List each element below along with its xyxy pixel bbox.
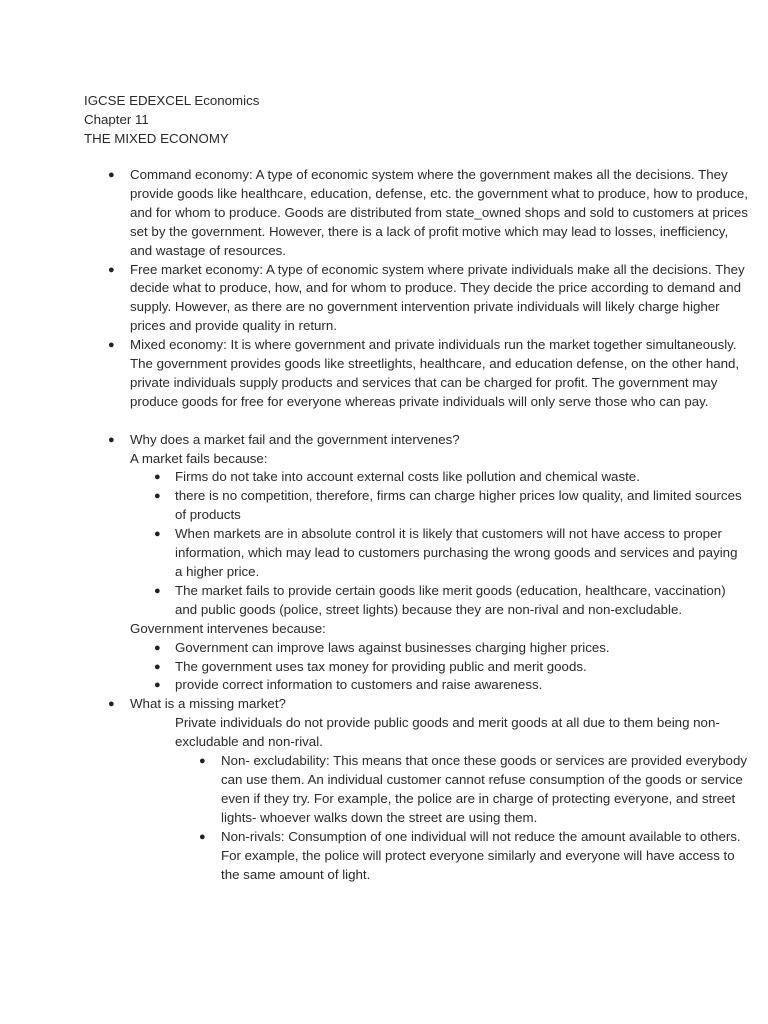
list-item: [130, 525, 748, 582]
list-item-text: Government can improve laws against businesses charging higher prices.: [175, 639, 610, 655]
list-item-text: provide correct information to customers and raise awareness.: [175, 677, 543, 693]
list-item-text: Mixed economy: It is where government and private individuals run the market together simultaneously. The government provides goods like streetlights, healthcare, and education defense, on the other hand, private individuals supply products and services that can be charged for profit. The government may produce goods for free for everyone whereas private individuals will only serve those who can pay.: [130, 337, 740, 409]
bullet-icon: ●: [199, 755, 206, 768]
list-item-text: When markets are in absolute control it is likely that customers will not have access to proper information, which may lead to customers purchasing the wrong goods and services and paying a higher price.: [175, 526, 738, 580]
list-item-text: Non-rivals: Consumption of one individual will not reduce the amount available to others. For example, the police will protect everyone similarly and everyone will have access to the same amount of light.: [221, 828, 741, 882]
list-item-market-failure: [84, 431, 748, 696]
course-title: IGCSE EDEXCEL Economics: [84, 93, 260, 108]
bullet-icon: ●: [154, 641, 161, 654]
bullet-icon: ●: [154, 660, 161, 673]
document-body: [84, 166, 748, 884]
bullet-icon: ●: [108, 263, 115, 276]
bullet-icon: ●: [108, 169, 115, 181]
market-fails-list: [130, 468, 748, 619]
list-item-text: Free market economy: A type of economic system where private individuals make all the decisions. They decide what to produce, how, and for whom to produce. They decide the price according to demand and supply. However, as there are no government intervention private individuals will likely charge higher prices and provide quality in return.: [130, 261, 745, 334]
government-intervenes-list: [130, 639, 748, 696]
missing-market-list: [130, 752, 748, 884]
economy-types-list: [84, 166, 748, 884]
bullet-icon: ●: [108, 339, 115, 352]
list-item: [130, 676, 748, 695]
list-item: [130, 582, 748, 620]
bullet-icon: ●: [154, 490, 161, 503]
document-header: [84, 92, 744, 149]
list-item-text: Non- excludability: This means that once these goods or services are provided everybody can use them. An individual customer cannot refuse consumption of the goods or service even if they try. For example, the police are in charge of protecting everyone, and street lights- whoever walks down the street are using them.: [221, 753, 747, 825]
list-item-non-excludability: [175, 752, 748, 828]
chapter-title: THE MIXED ECONOMY: [84, 130, 229, 146]
list-item: [130, 639, 748, 658]
list-item-text: Firms do not take into account external costs like pollution and chemical waste.: [175, 469, 640, 485]
bullet-icon: ●: [154, 471, 161, 484]
list-item-text: The market fails to provide certain goods like merit goods (education, healthcare, vaccination) and public goods (police, street lights) because they are non-rival and non-excludable.: [175, 582, 726, 617]
list-item-non-rivals: [175, 828, 748, 885]
list-item-text: there is no competition, therefore, firms can charge higher prices low quality, and limited sources of products: [175, 488, 742, 523]
list-item: [130, 487, 748, 525]
chapter-number: Chapter 11: [84, 111, 149, 127]
bullet-icon: ●: [108, 433, 115, 446]
bullet-icon: ●: [108, 698, 115, 711]
missing-market-question: What is a missing market?: [130, 696, 286, 712]
list-item-text: Command economy: A type of economic system where the government makes all the decisions. They provide goods like healthcare, education, defense, etc. the government what to produce, how to produce, and for whom to produce. Goods are distributed from state_owned shops and sold to customers at prices set by the government. However, there is a lack of profit motive which may lead to losses, inefficiency, and wastage of resources.: [130, 167, 748, 258]
list-item-command-economy: [84, 166, 748, 261]
list-item: [130, 468, 748, 487]
list-item-text: The government uses tax money for providing public and merit goods.: [175, 658, 587, 674]
list-item: [130, 658, 748, 677]
list-item-free-market-economy: [84, 261, 748, 337]
market-fails-heading: A market fails because:: [130, 450, 268, 466]
market-failure-question: Why does a market fail and the government intervenes?: [130, 431, 460, 447]
bullet-icon: ●: [154, 584, 161, 597]
bullet-icon: ●: [154, 528, 161, 541]
bullet-icon: ●: [199, 830, 206, 843]
missing-market-intro: Private individuals do not provide public goods and merit goods at all due to them being non-excludable and non-rival.: [175, 715, 720, 750]
government-intervenes-heading: Government intervenes because:: [130, 620, 326, 636]
list-item-mixed-economy: [84, 336, 748, 412]
bullet-icon: ●: [154, 679, 161, 692]
list-item-missing-market: [84, 695, 748, 884]
